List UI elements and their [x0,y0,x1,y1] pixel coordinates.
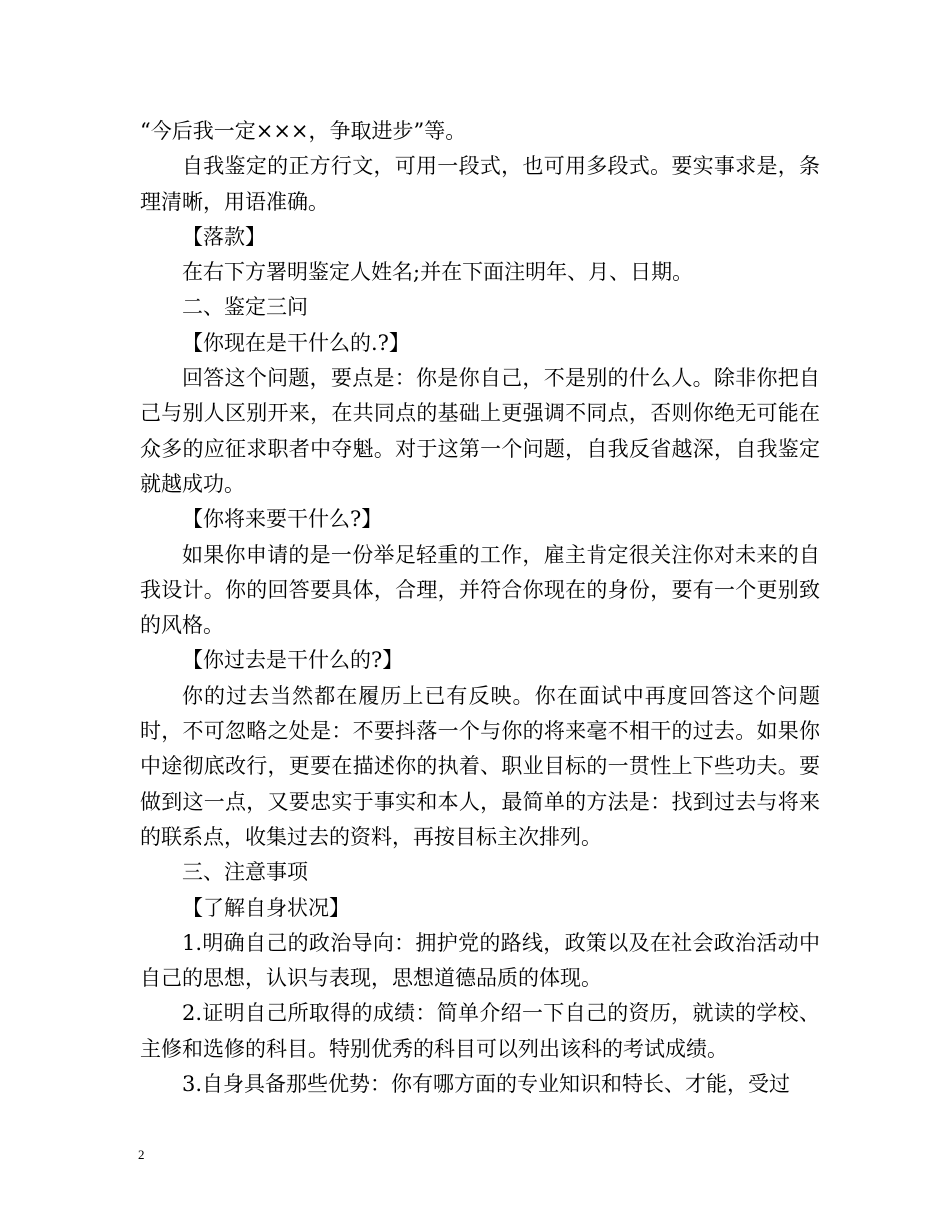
body-paragraph: 三、注意事项 [182,860,308,885]
body-paragraph: 自我鉴定的正方行文，可用一段式，也可用多段式。要实事求是，条理清晰，用语准确。 [140,154,820,214]
body-paragraph: 你的过去当然都在履历上已有反映。你在面试中再度回答这个问题时，不可忽略之处是：不要抖落一个与你的将来毫不相干的过去。如果你中途彻底改行，更要在描述你的执着、职业目标的一贯性上下些功夫。要做到这一点，又要忠实于事实和本人，最简单的方法是：找到过去与将来的联系点，收集过去的资料，再按目标主次排列。 [140,683,820,849]
body-paragraph: “今后我一定×××，争取进步”等。 [140,119,467,143]
body-paragraph: 2.证明自己所取得的成绩：简单介绍一下自己的资历，就读的学校、主修和选修的科目。特别优秀的科目可以列出该科的考试成绩。 [140,1001,820,1061]
body-paragraph: 3.自身具备那些优势：你有哪方面的专业知识和特长、才能，受过 [182,1072,791,1097]
body-paragraph: 二、鉴定三问 [182,295,308,320]
body-paragraph: 【你现在是干什么的.?】 [182,330,410,355]
body-paragraph: 【你过去是干什么的?】 [182,648,404,673]
document-body [140,114,820,1102]
body-paragraph: 回答这个问题，要点是：你是你自己，不是别的什么人。除非你把自己与别人区别开来，在共同点的基础上更强调不同点，否则你绝无可能在众多的应征求职者中夺魁。对于这第一个问题，自我反省越深，自我鉴定就越成功。 [140,366,820,496]
body-paragraph: 在右下方署明鉴定人姓名;并在下面注明年、月、日期。 [182,260,694,285]
body-paragraph: 【了解自身状况】 [182,895,350,920]
body-paragraph: 【落款】 [182,224,266,249]
body-paragraph: 【你将来要干什么?】 [182,507,383,532]
page-number: 2 [138,1147,145,1162]
body-paragraph: 如果你申请的是一份举足轻重的工作，雇主肯定很关注你对未来的自我设计。你的回答要具体，合理，并符合你现在的身份，要有一个更别致的风格。 [140,542,820,638]
body-paragraph: 1.明确自己的政治导向：拥护党的路线，政策以及在社会政治活动中自己的思想，认识与表现，思想道德品质的体现。 [140,930,820,991]
